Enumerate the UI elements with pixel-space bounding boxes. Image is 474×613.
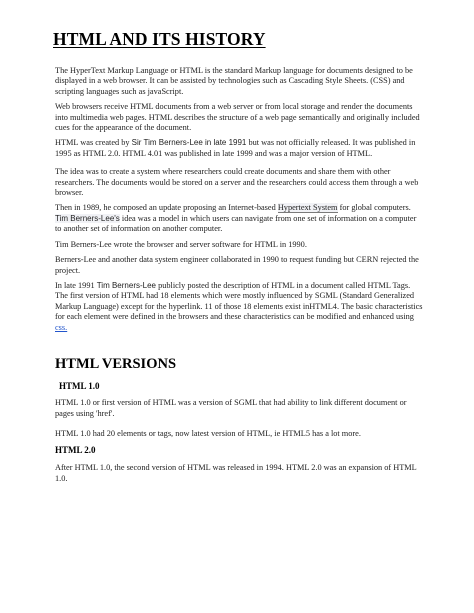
html-2-paragraph-1: After HTML 1.0, the second version of HTML was released in 1994. HTML 2.0 was an expansion of HTML 1.0. bbox=[55, 463, 417, 483]
paragraph-funding: Berners-Lee and another data system engineer collaborated in 1990 to request funding but CERN rejected the project. bbox=[55, 255, 419, 275]
tags-name: Tim Berners-Lee bbox=[96, 280, 156, 290]
css-link[interactable]: css. bbox=[55, 322, 68, 332]
paragraph-browsers: Web browsers receive HTML documents from a web server or from local storage and render the documents into multimedia web pages. HTML describes the structure of a web page semantically and originally included cues for the appearance of the document. bbox=[55, 102, 420, 133]
creation-highlight: Sir Tim Berners-Lee in late 1991 bbox=[131, 138, 247, 148]
paragraph-idea: The idea was to create a system where researchers could create documents and share them with other researchers. The documents would be stored on a server and the researchers could access them through a web browser. bbox=[55, 167, 419, 198]
history-body bbox=[55, 66, 423, 338]
proposal-text-e: idea was a model in which users can navigate from one set of information on a computer to another set of information on another computer. bbox=[55, 213, 417, 234]
versions-heading: HTML VERSIONS bbox=[55, 356, 177, 372]
html-1-body bbox=[55, 398, 427, 419]
html-2-body bbox=[55, 463, 427, 484]
page-title: HTML AND ITS HISTORY bbox=[53, 29, 266, 49]
html-1-paragraph-2: HTML 1.0 had 20 elements or tags, now latest version of HTML, ie HTML5 has a lot more. bbox=[55, 429, 361, 438]
html-1-paragraph-1: HTML 1.0 or first version of HTML was a version of SGML that had ability to link different document or pages using 'href'. bbox=[55, 398, 407, 418]
paragraph-first-version bbox=[55, 291, 423, 333]
proposal-text-a: Then in 1989, he composed an update proposing an Internet-based bbox=[55, 203, 278, 213]
paragraph-proposal bbox=[55, 203, 423, 234]
paragraph-tags bbox=[55, 281, 423, 291]
html-1-body-2 bbox=[55, 429, 427, 440]
berners-lee-highlight: Tim Berners-Lee's bbox=[55, 213, 120, 223]
html-2-heading: HTML 2.0 bbox=[55, 445, 96, 455]
first-version-text: The first version of HTML had 18 elements which were mostly influenced by SGML (Standard Generalized Markup Language) except for the hyperlink. 11 of those 18 elements exist inHTML4. The basic characteristics for each element were defined in the browsers and these characteristics can be modified and enhanced using bbox=[55, 291, 423, 322]
html-1-heading: HTML 1.0 bbox=[59, 381, 100, 391]
paragraph-intro: The HyperText Markup Language or HTML is the standard Markup language for documents designed to be displayed in a web browser. It can be assisted by technologies such as Cascading Style Sheets. (CSS) and scripting languages such as javaScript. bbox=[55, 66, 413, 96]
paragraph-software: Tim Berners-Lee wrote the browser and server software for HTML in 1990. bbox=[55, 239, 307, 249]
creation-text-a: HTML was created by bbox=[55, 138, 132, 148]
paragraph-creation bbox=[55, 138, 423, 159]
creation-text-c: but was not officially released. It was published in 1995 as HTML 2.0. HTML 4.01 was published in late 1999 and was a major version of HTML. bbox=[55, 138, 416, 158]
hypertext-system-highlight: Hypertext System bbox=[277, 203, 338, 213]
tags-text-c: publicly posted the description of HTML in a document called HTML Tags. bbox=[156, 280, 411, 290]
proposal-text-c: for global computers. bbox=[337, 203, 411, 213]
tags-text-a: In late 1991 bbox=[55, 280, 97, 290]
